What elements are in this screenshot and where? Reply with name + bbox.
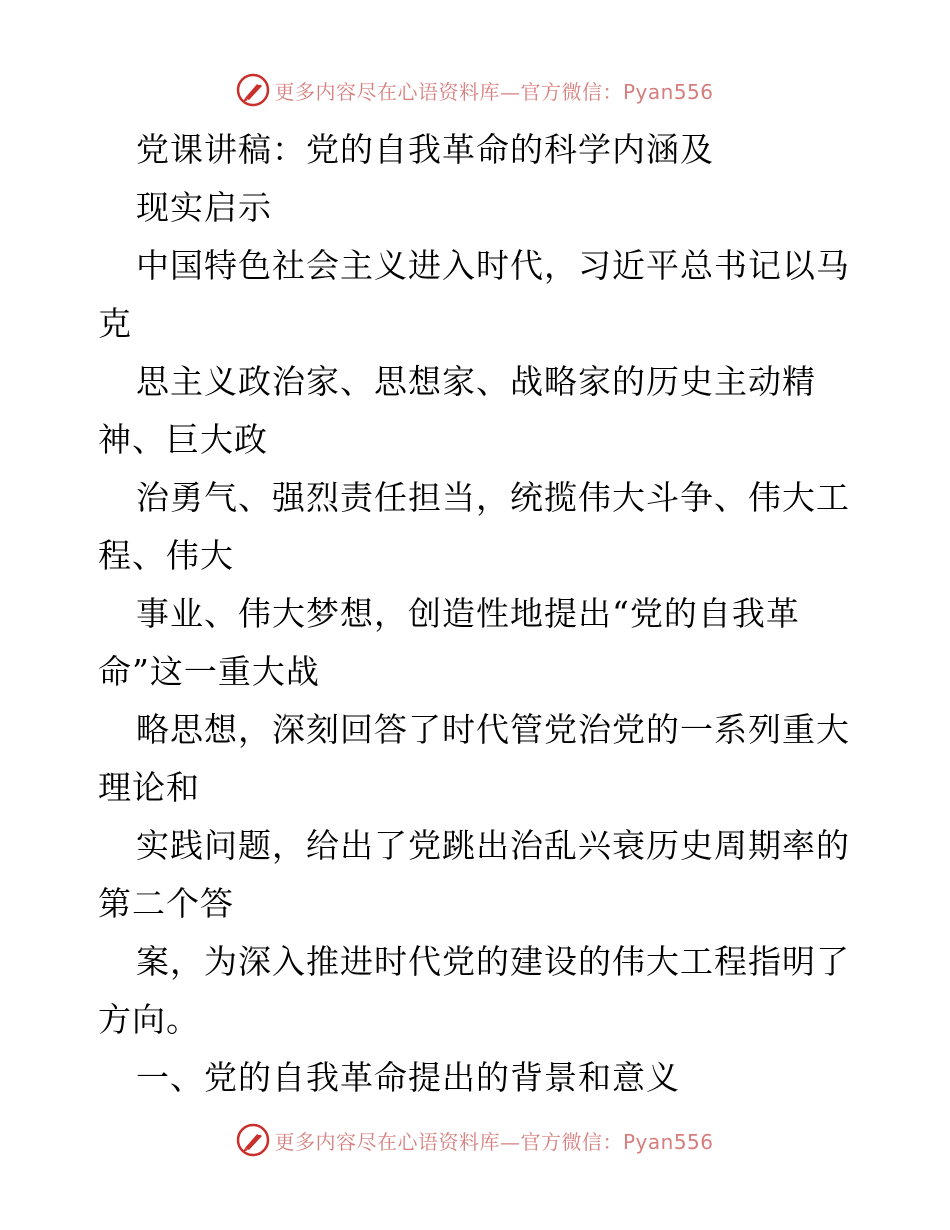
banner-wechat-id: Pyan556 xyxy=(622,1129,714,1154)
banner-wechat-id: Pyan556 xyxy=(622,79,714,104)
text-line: 现实启示 xyxy=(136,188,272,227)
header-banner xyxy=(0,70,950,110)
text-line: 治勇气、强烈责任担当，统揽伟大斗争、伟大工 xyxy=(136,478,850,517)
text-line: 事业、伟大梦想，创造性地提出“党的自我革 xyxy=(136,594,800,633)
banner-text: 更多内容尽在心语资料库—官方微信： xyxy=(274,1129,623,1154)
text-line: 理论和 xyxy=(98,768,200,807)
text-line: 略思想，深刻回答了时代管党治党的一系列重大 xyxy=(136,710,850,749)
text-line: 克 xyxy=(98,304,132,343)
text-line: 方向。 xyxy=(98,1000,200,1039)
text-line: 思主义政治家、思想家、战略家的历史主动精 xyxy=(136,362,816,401)
banner-text: 更多内容尽在心语资料库—官方微信： xyxy=(274,79,623,104)
footer-banner xyxy=(0,1120,950,1160)
pen-logo-icon xyxy=(236,73,270,107)
document-body xyxy=(98,121,858,1107)
text-line: 程、伟大 xyxy=(98,536,234,575)
text-line: 案，为深入推进时代党的建设的伟大工程指明了 xyxy=(136,942,850,981)
text-line: 神、巨大政 xyxy=(98,420,268,459)
pen-logo-icon xyxy=(236,1123,270,1157)
text-line: 实践问题，给出了党跳出治乱兴衰历史周期率的 xyxy=(136,826,850,865)
text-line: 中国特色社会主义进入时代，习近平总书记以马 xyxy=(136,246,850,285)
text-line: 第二个答 xyxy=(98,884,234,923)
text-line: 一、党的自我革命提出的背景和意义 xyxy=(136,1058,680,1097)
text-line: 命”这一重大战 xyxy=(98,652,320,691)
text-line: 党课讲稿：党的自我革命的科学内涵及 xyxy=(136,130,714,169)
